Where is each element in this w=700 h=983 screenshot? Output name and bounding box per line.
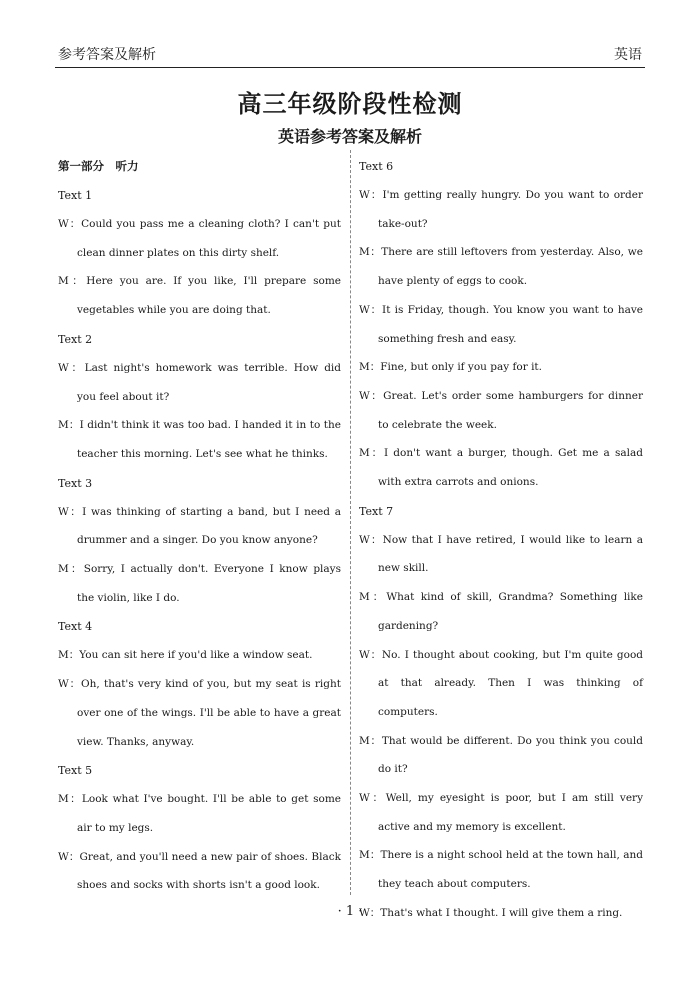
dialogue-text: No. I thought about cooking, but I'm quite good at that already. Then I was thinking of computers. bbox=[378, 648, 644, 718]
dialogue-text: That's what I thought. I will give them a ring. bbox=[380, 906, 623, 919]
dialogue-line bbox=[58, 670, 341, 756]
dialogue-line bbox=[58, 267, 341, 324]
speaker-label: M： bbox=[359, 591, 387, 604]
dialogue-text: Now that I have retired, I would like to learn a new skill. bbox=[378, 533, 643, 575]
dialogue-text: It is Friday, though. You know you want to have something fresh and easy. bbox=[378, 303, 643, 345]
speaker-label: M： bbox=[359, 849, 381, 862]
text-label: Text 7 bbox=[359, 504, 394, 518]
speaker-label: M： bbox=[359, 734, 382, 747]
dialogue-line bbox=[359, 641, 643, 727]
speaker-label: W： bbox=[359, 792, 386, 805]
dialogue-line bbox=[58, 555, 341, 612]
speaker-label: W： bbox=[359, 189, 383, 201]
column-divider bbox=[350, 150, 351, 895]
dialogue-line bbox=[58, 641, 341, 670]
dialogue-text: Here you are. If you like, I'll prepare some vegetables while you are doing that. bbox=[77, 275, 341, 317]
dialogue-text: I was thinking of starting a band, but I need a drummer and a singer. Do you know anyone? bbox=[77, 505, 341, 547]
page-number: · 1 · bbox=[337, 904, 363, 919]
text-label: Text 4 bbox=[58, 620, 93, 634]
page-subtitle: 英语参考答案及解析 bbox=[277, 127, 422, 146]
right-column bbox=[359, 152, 643, 928]
speaker-label: W： bbox=[58, 850, 80, 863]
speaker-label: M： bbox=[58, 563, 84, 576]
speaker-label: W： bbox=[359, 389, 384, 402]
dialogue-line bbox=[58, 498, 341, 555]
speaker-label: W： bbox=[58, 505, 83, 518]
dialogue-line bbox=[359, 727, 643, 784]
dialogue-text: You can sit here if you'd like a window seat. bbox=[79, 649, 313, 662]
text-label: Text 3 bbox=[58, 476, 93, 490]
dialogue-text: Great. Let's order some hamburgers for dinner to celebrate the week. bbox=[378, 389, 643, 431]
dialogue-text: Could you pass me a cleaning cloth? I can't put clean dinner plates on this dirty shelf. bbox=[77, 218, 341, 259]
text-label: Text 5 bbox=[58, 764, 93, 778]
speaker-label: W： bbox=[359, 648, 382, 661]
speaker-label: W： bbox=[58, 678, 82, 691]
page-title: 高三年级阶段性检测 bbox=[237, 89, 463, 118]
speaker-label: M： bbox=[58, 275, 87, 288]
dialogue-line bbox=[359, 439, 643, 496]
header-divider bbox=[55, 67, 645, 68]
dialogue-line bbox=[58, 785, 341, 842]
right-transcripts bbox=[359, 152, 643, 928]
dialogue-text: There are still leftovers from yesterday. Also, we have plenty of eggs to cook. bbox=[378, 246, 643, 288]
speaker-label: W： bbox=[359, 533, 383, 546]
speaker-label: W： bbox=[58, 361, 85, 374]
dialogue-line bbox=[359, 784, 643, 841]
text-label: Text 1 bbox=[58, 189, 93, 202]
dialogue-text: Last night's homework was terrible. How did you feel about it? bbox=[77, 361, 341, 403]
dialogue-line bbox=[58, 843, 341, 900]
speaker-label: W： bbox=[58, 218, 82, 230]
left-column bbox=[58, 152, 341, 900]
dialogue-text: What kind of skill, Grandma? Something like gardening? bbox=[378, 591, 643, 632]
dialogue-text: Well, my eyesight is poor, but I am still very active and my memory is excellent. bbox=[378, 792, 644, 833]
header-subject-label: 英语 bbox=[614, 47, 642, 63]
dialogue-text: That would be different. Do you think you could do it? bbox=[378, 734, 643, 776]
dialogue-line bbox=[359, 583, 643, 640]
dialogue-line bbox=[58, 210, 341, 267]
speaker-label: M： bbox=[58, 649, 80, 662]
dialogue-text: Great, and you'll need a new pair of shoes. Black shoes and socks with shorts isn't a good look. bbox=[77, 850, 342, 892]
speaker-label: W： bbox=[359, 303, 383, 316]
dialogue-line bbox=[359, 526, 643, 583]
dialogue-line bbox=[359, 296, 643, 353]
speaker-label: M： bbox=[359, 361, 381, 374]
text-label: Text 6 bbox=[359, 160, 394, 173]
left-transcripts bbox=[58, 181, 341, 900]
section-heading: 第一部分 听力 bbox=[58, 159, 139, 173]
dialogue-line bbox=[359, 238, 643, 295]
dialogue-text: There is a night school held at the town hall, and they teach about computers. bbox=[378, 849, 643, 891]
dialogue-text: Fine, but only if you pay for it. bbox=[380, 361, 542, 374]
dialogue-text: Sorry, I actually don't. Everyone I know plays the violin, like I do. bbox=[77, 563, 341, 604]
dialogue-text: I didn't think it was too bad. I handed it in to the teacher this morning. Let's see what he thinks. bbox=[77, 419, 341, 460]
dialogue-line bbox=[359, 841, 643, 898]
speaker-label: W： bbox=[359, 906, 381, 919]
dialogue-line bbox=[359, 382, 643, 439]
dialogue-line bbox=[58, 354, 341, 411]
dialogue-line bbox=[359, 353, 643, 382]
dialogue-line bbox=[58, 411, 341, 468]
dialogue-text: I'm getting really hungry. Do you want to order take-out? bbox=[378, 189, 643, 230]
dialogue-text: Look what I've bought. I'll be able to get some air to my legs. bbox=[77, 793, 341, 834]
speaker-label: M： bbox=[58, 419, 80, 432]
dialogue-line bbox=[359, 181, 643, 238]
speaker-label: M： bbox=[58, 793, 82, 806]
speaker-label: M： bbox=[359, 447, 384, 460]
text-label: Text 2 bbox=[58, 332, 93, 346]
speaker-label: M： bbox=[359, 246, 382, 259]
dialogue-text: Oh, that's very kind of you, but my seat is right over one of the wings. I'll be able to have a great view. Thanks, anyway. bbox=[77, 678, 341, 748]
dialogue-text: I don't want a burger, though. Get me a salad with extra carrots and onions. bbox=[378, 447, 643, 489]
header-left-label: 参考答案及解析 bbox=[58, 47, 156, 63]
